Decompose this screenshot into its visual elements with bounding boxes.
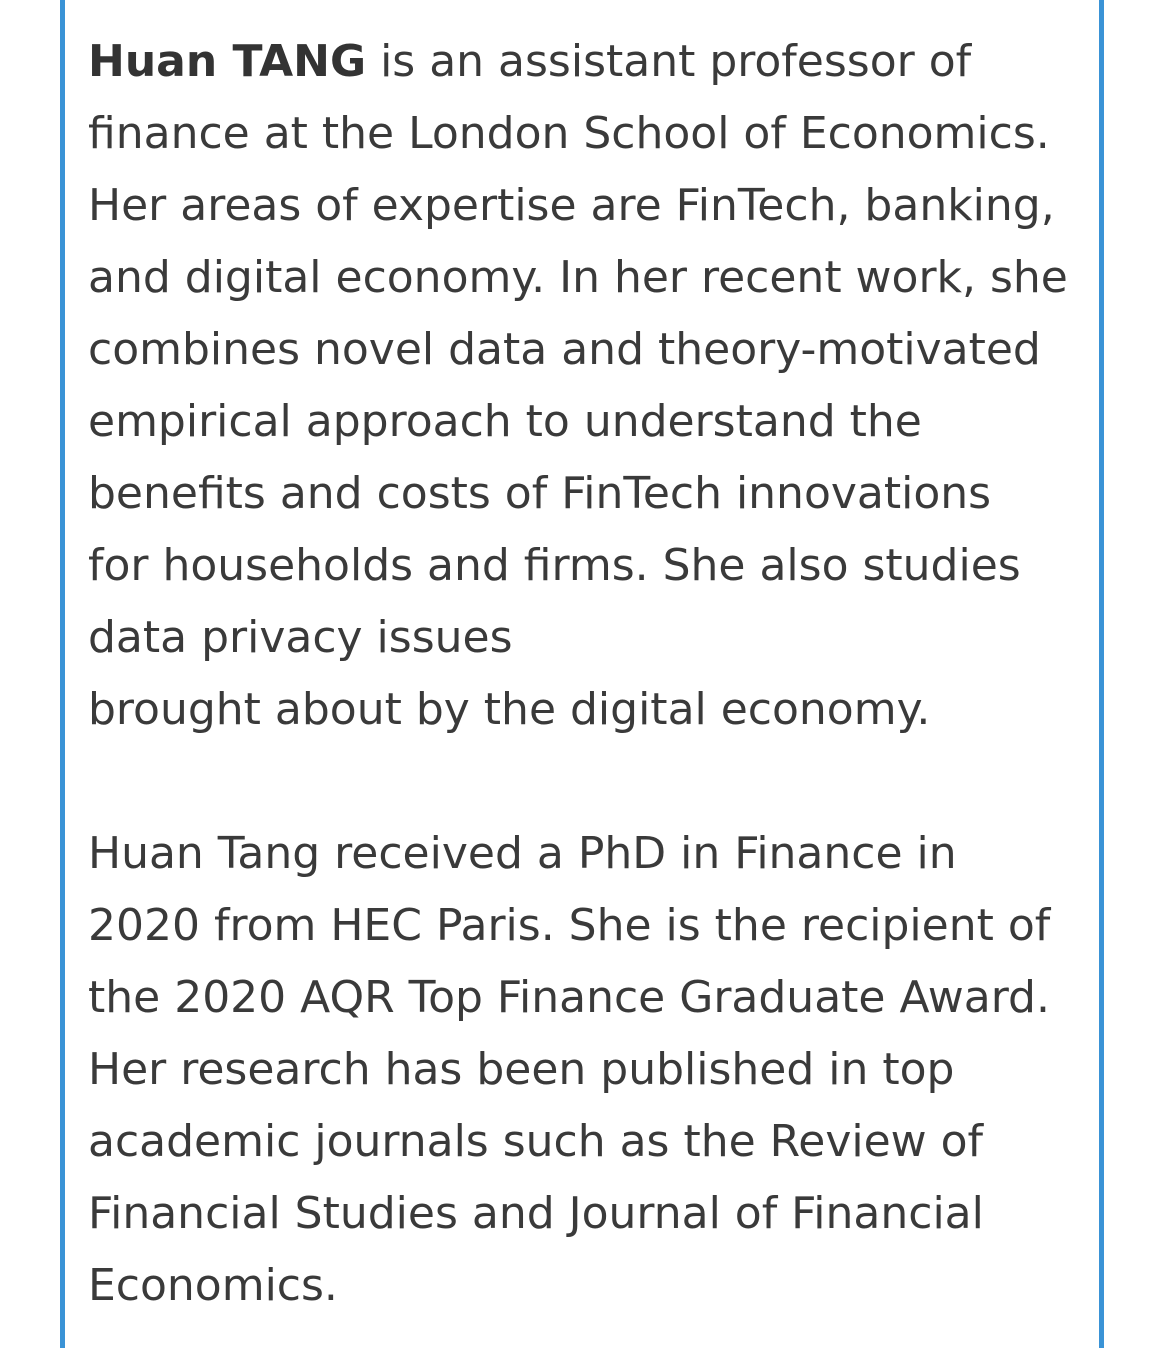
bio-line: for households and firms. She also studies	[88, 540, 1021, 591]
bio-line: empirical approach to understand the	[88, 396, 922, 447]
bio-line: academic journals such as the Review of	[88, 1116, 984, 1167]
bio-line-text: is an assistant professor of	[366, 36, 972, 87]
bio-line: Financial Studies and Journal of Financial	[88, 1188, 984, 1239]
paragraph-spacer	[88, 746, 1098, 818]
bio-line: Huan Tang received a PhD in Finance in	[88, 828, 957, 879]
bio-line: Economics.	[88, 1260, 338, 1311]
bio-line: benefits and costs of FinTech innovations	[88, 468, 992, 519]
bio-line: finance at the London School of Economics.	[88, 108, 1050, 159]
bio-line: the 2020 AQR Top Finance Graduate Award.	[88, 972, 1050, 1023]
bio-line	[88, 26, 1098, 98]
bio-line: Her areas of expertise are FinTech, banking,	[88, 180, 1055, 231]
bio-line: Her research has been published in top	[88, 1044, 955, 1095]
bio-line: brought about by the digital economy.	[88, 684, 931, 735]
bio-line: 2020 from HEC Paris. She is the recipient of	[88, 900, 1051, 951]
bio-content	[88, 26, 1098, 1322]
bio-paragraph-2	[88, 818, 1098, 1322]
bio-line: and digital economy. In her recent work, she	[88, 252, 1068, 303]
person-name: Huan TANG	[88, 36, 367, 87]
bio-line: combines novel data and theory-motivated	[88, 324, 1041, 375]
bio-paragraph-1	[88, 26, 1098, 746]
bio-line: data privacy issues	[88, 612, 513, 663]
